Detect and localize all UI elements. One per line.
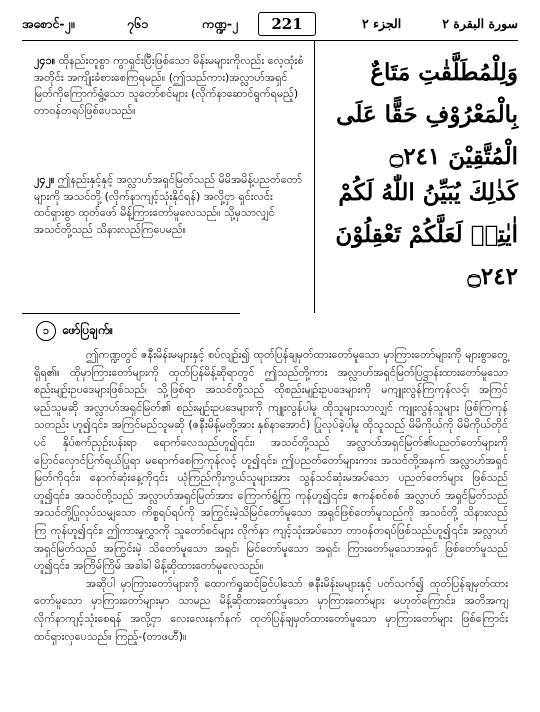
section-label: ကဏ္ဍ-၂ bbox=[202, 16, 239, 31]
header-divider bbox=[22, 40, 518, 41]
surah-name-burmese: အစောင်-၂။ bbox=[22, 16, 75, 31]
verse-translation-242 bbox=[34, 172, 304, 238]
note-title: ဖော်ပြချက်။ bbox=[62, 323, 114, 337]
verse-translation-241 bbox=[34, 53, 304, 119]
note-number-circle: ၁ bbox=[36, 321, 56, 341]
arabic-verse-242: كَذٰلِكَ يُبَيِّنُ اللّٰهُ لَكُمْ اٰيٰتِهٖ لَعَلَّكُمْ تَعْقِلُوْنَ ۝٢٤٢ bbox=[335, 179, 518, 290]
commentary-heading bbox=[36, 321, 113, 341]
page-header bbox=[22, 14, 518, 38]
verse-number: ၂၄၂။ bbox=[34, 173, 55, 186]
commentary-paragraph: ဤကဏ္ဍတွင် ဇနီးမိန်းမများနှင့် စပ်လျဉ်း၍ ထုတ်ပြန်ချမှတ်ထားတော်မူသော မှာကြားတော်များကို များစွာတွေ့ရှိရ၏။ ထိုမှာကြားတော်များကို ထုတ်ပြန်မိန့်ဆိုရာတွင် ဤသည်တို့ကား အလ္လာဟ်အရှင်မြတ်ပြဋ္ဌာန်းထားတော်မူသော စည်းမျဉ်းဥပဒေများဖြစ်သည်၊ သို့ဖြစ်ရာ အသင်တို့သည် ထိုစည်းမျဉ်းဥပဒေများကို မကျူးလွန်ကြကုန်လင့်၊ အကြင်မည်သူမဆို အလ္လာဟ်အရှင်မြတ်၏ စည်းမျဉ်းဥပဒေများကို ကျူးလွန်ပါမူ ထိုသူများသာလျှင် ကျူးလွန်သူများ ဖြစ်ကြကုန်သတည်း ဟူ၍၎င်း၊ အကြင်မည်သူမဆို (ဇနီးမိန့်မတို့အား နှစ်နာအောင်) ပြုလုပ်ခဲ့ပါမူ ထိုသူသည် မိမိကိုယ်ကို မိမိကိုယ်တိုင်ပင် နှိပ်စက်ညှဉ်းပန်းရာ ရောက်လေသည်ဟူ၍၎င်း၊ အသင်တို့သည် အလ္လာဟ်အရှင်မြတ်၏ပညတ်တော်များကို ပြောင်လှောင်ပြက်ရယ်ပြုရာ မရောက်စေကြကုန်လင့် ဟူ၍၎င်း၊ ဤပညတ်တော်များကား အသင်တို့အနက် အလ္လာဟ်အရှင်မြတ်ကို၎င်း၊ နောက်ဆုံးနေ့ကို၎င်း ယုံကြည်ကိုးကွယ်သူများအား သွန်သင်ဆုံးမအပ်သော ပညတ်တော်များ ဖြစ်သည်ဟူ၍၎င်း၊ အသင်တို့သည် အလ္လာဟ်အရှင်မြတ်အား ကြောက်ရွံ့ကြ ကုန်ဟူ၍၎င်း၊ ဧကန်စင်စစ် အလ္လာဟ် အရှင်မြတ်သည် အသင်တို့ပြုလုပ်သမျှသော ကိစ္စရပ်ရပ်ကို အကြွင်းမဲ့သိမြင်တော်မူသော အရှင်ဖြစ်တော်မူသည်ကို အသင်တို့ သိနားလည်ကြ ကုန်ဟူ၍၎င်း၊ ဤကားမှုလွှာကို သူတော်စင်များ လိုက်နာ ကျင့်သုံးအပ်သော တာဝန်တရပ်ဖြစ်သည်ဟူ၍၎င်း၊ အလ္လာဟ်အရှင်မြတ်သည် အကြွင်းမဲ့ သိတော်မူသော အရှင်၊ မြင်တော်မူသော အရှင်၊ ကြားတော်မူသောအရှင် ဖြစ်တော်မူသည် ဟူ၍၎င်း၊ အကြိမ်ကြိမ် အခါခါ မိန့်ဆိုထားတော်မူလေသည်။ bbox=[34, 348, 508, 573]
verse-text: ထိုနည်းတူစွာ ကွာရှင်းပြီးဖြစ်သော မိန်းမများကိုလည်း လေ့ထုံးစံအတိုင်း အကျိုးခံစားစေကြရမည်။ (ဤသည်ကား)အလ္လာဟ်အရှင်မြတ်ကိုကြောက်ရွံ့သော သူတော်စင်များ (လိုက်နာဆောင်ရွက်ရမည့်) တာဝန်တရပ်ဖြစ်ပေသည်။ bbox=[34, 54, 304, 117]
verse-number: ၂၄၁။ bbox=[34, 54, 56, 67]
juz-label: الجزء ٢ bbox=[362, 16, 402, 31]
verse-text: ဤနည်းနှင့်နှင့် အလ္လာဟ်အရှင်မြတ်သည် မိမိအမိန့်ပညတ်တော်များကို အသင်တို့ (လိုက်နာကျင့်သုံးနိုင်ရန်) အလို့ငှာ ရှင်းလင်း ထင်ရှားစွာ ထုတ်ဖော် မိန့်ကြားတော်မူလေသည်။ သို့မှသာလျှင် အသင်တို့သည် သိနားလည်ကြပေမည်။ bbox=[34, 173, 302, 236]
page-number-box: 221 bbox=[258, 12, 316, 36]
footnote-divider bbox=[22, 313, 240, 314]
arabic-verse-241: وَلِلْمُطَلَّقٰتِ مَتَاعٌ بِالْمَعْرُوْفِ حَقًّا عَلَى الْمُتَّقِيْنَ ۝٢٤١ bbox=[336, 59, 518, 170]
column-divider bbox=[314, 41, 315, 313]
commentary-paragraph: အဆိုပါ မှာကြားတော်များကို ထောက်ရှုဆင်ခြင်ပါသော် ဇနီးမိန်းမများနှင့် ပတ်သက်၍ ထုတ်ပြန်ချမှတ်ထားတော်မူသော မှာကြားတော်များမှာ သာမည မိန့်ဆိုထားတော်မူသော မှာကြားတော်များ မဟုတ်ကြောင်း၊ အတိအကျ လိုက်နာကျင့်သုံးစေရန် အလို့ငှာ လေးလေးနက်နက် ထုတ်ပြန်ချမှတ်ထားတော်မူသော မှာကြားတော်များ ဖြစ်ကြောင်း ထင်ရှားလှပေသည်။ ကြည့်-(တာဖဟီ)။ bbox=[34, 576, 508, 643]
surah-name-arabic: سورة البقرة ٢ bbox=[442, 16, 518, 31]
commentary-body bbox=[34, 346, 508, 645]
header-number: ၇၆၁ bbox=[127, 16, 149, 31]
